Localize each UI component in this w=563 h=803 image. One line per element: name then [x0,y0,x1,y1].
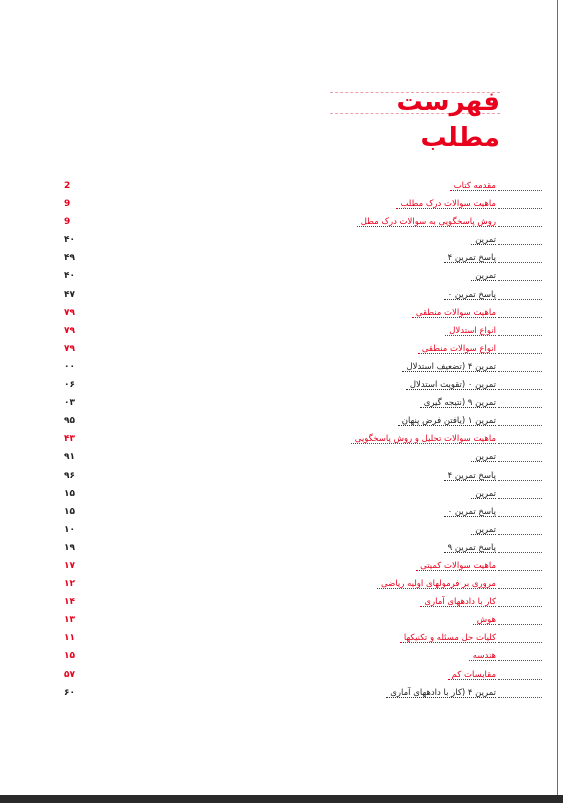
toc-page-number: ۱۳ [64,615,75,626]
toc-entry-label: کلیات حل مسئله و تکنیکها [403,633,496,644]
toc-page-number: ۱۹ [64,542,75,553]
toc-right-rule [498,226,542,227]
toc-right-rule [498,679,542,680]
page-title: فهرست مطلب [396,87,500,153]
toc-page-number: ۱۵ [64,488,75,499]
toc-entry-label: پاسخ تمرین ۹ [447,542,496,553]
toc-page-number: ۷۹ [64,307,75,318]
toc-entry-label: ماهیت سوالات تحلیل و روش پاسخگویی [354,434,496,445]
toc-entry[interactable] [64,377,542,395]
toc-entry[interactable] [64,594,542,612]
page-edge-rule [557,0,558,803]
toc-page-number: ۴۷ [64,289,75,300]
toc-right-rule [498,443,542,444]
toc-entry-label: تمرین ۹ (نتیجه گیری [423,398,496,409]
toc-entry[interactable] [64,323,542,341]
toc-entry-label: کار با دادههای آماری [424,597,496,608]
toc-entry-label: تمرین [475,488,496,499]
toc-page-number: ۷۹ [64,325,75,336]
toc-entry[interactable] [64,612,542,630]
toc-page-number: ۱۱ [64,633,75,644]
toc-right-rule [498,244,542,245]
toc-page-number: 9 [64,217,71,228]
toc-page-number: ۷۹ [64,343,75,354]
toc-entry-label: روش پاسخگویی به سوالات درک مطل [360,217,496,228]
toc-page-number: ۴۹ [64,253,75,264]
toc-entry[interactable] [64,268,542,286]
toc-entry[interactable] [64,178,542,196]
toc-entry-label: انواع سوالات منطقی [421,343,496,354]
toc-page-number: ۰۳ [64,398,75,409]
toc-entry[interactable] [64,558,542,576]
toc-right-rule [498,280,542,281]
toc-page-number: ۴۰ [64,235,75,246]
toc-page-number: ۱۰ [64,524,75,535]
toc-entry[interactable] [64,576,542,594]
toc-entry-label: تمرین [475,235,496,246]
toc-right-rule [498,480,542,481]
toc-page-number: ۱۲ [64,579,75,590]
toc-entry[interactable] [64,395,542,413]
toc-page-number: 9 [64,199,71,210]
toc-page-number: ۹۶ [64,470,75,481]
toc-entry[interactable] [64,667,542,685]
toc-entry-label: ماهیت سوالات کمیتی [420,560,496,571]
toc-right-rule [498,262,542,263]
toc-right-rule [498,552,542,553]
toc-entry[interactable] [64,486,542,504]
toc-entry-label: مروری بر فرمولهای اولیه ریاضی [381,579,496,590]
toc-right-rule [498,371,542,372]
toc-entry[interactable] [64,341,542,359]
toc-right-rule [498,588,542,589]
toc-page-number: ۴۰ [64,271,75,282]
toc-page-number: ۹۱ [64,452,75,463]
toc-entry[interactable] [64,305,542,323]
toc-entry-label: تمرین ۱ (یافتن فرض پنهان [401,416,496,427]
toc-entry-label: پاسخ تمرین ۰ [447,506,496,517]
bottom-band [0,795,563,803]
toc-page-number: ۱۷ [64,560,75,571]
toc-entry-label: هندسه [472,651,496,662]
toc-entry-label: تمرین [475,271,496,282]
toc-right-rule [498,190,542,191]
toc-right-rule [498,697,542,698]
toc-right-rule [498,317,542,318]
toc-entry[interactable] [64,431,542,449]
toc-entry[interactable] [64,504,542,522]
toc-entry-label: انواع استدلال [449,325,496,336]
toc-entry[interactable] [64,648,542,666]
toc-right-rule [498,208,542,209]
toc-entry[interactable] [64,522,542,540]
toc-page-number: ۴۳ [64,434,75,445]
toc-right-rule [498,534,542,535]
toc-entry-label: تمرین [475,452,496,463]
toc-entry-label: تمرین ۴ (کار با دادههای آماری [390,687,496,698]
toc-right-rule [498,389,542,390]
toc-entry[interactable] [64,250,542,268]
toc-page-number: ۰۰ [64,361,75,372]
toc-right-rule [498,335,542,336]
toc-entry[interactable] [64,214,542,232]
toc-entry[interactable] [64,232,542,250]
toc-entry-label: ماهیت سوالات درک مطلب [400,199,496,210]
toc-page-number: ۱۵ [64,651,75,662]
toc-right-rule [498,353,542,354]
toc-right-rule [498,642,542,643]
toc-right-rule [498,299,542,300]
toc-page-number: ۱۴ [64,597,75,608]
toc-entry[interactable] [64,359,542,377]
toc-entry[interactable] [64,468,542,486]
toc-entry-label: پاسخ تمرین ۴ [447,253,496,264]
toc-page-number: 2 [64,181,71,191]
toc-entry-label: مقایسات کم [451,669,496,680]
toc-right-rule [498,606,542,607]
toc-entry-label: پاسخ تمرین ۰ [447,289,496,300]
toc-right-rule [498,660,542,661]
toc-entry[interactable] [64,196,542,214]
toc-page-number: ۵۷ [64,669,75,680]
toc-entry-label: تمرین ۴ (تضعیف استدلال [406,361,496,372]
toc-entry-label: تمرین [475,524,496,535]
toc-entry[interactable] [64,287,542,305]
toc-right-rule [498,407,542,408]
toc-entry-label: تمرین ۰ (تقویت استدلال [409,380,496,391]
toc-page-number: ۱۵ [64,506,75,517]
toc-entry[interactable] [64,685,542,703]
toc-right-rule [498,498,542,499]
toc-right-rule [498,624,542,625]
toc-entry[interactable] [64,449,542,467]
toc-page-number: ۶۰ [64,687,75,698]
toc-right-rule [498,570,542,571]
toc-entry-label: ماهیت سوالات منطقی [415,307,496,318]
toc-right-rule [498,425,542,426]
toc-entry-label: پاسخ تمرین ۴ [447,470,496,481]
toc-right-rule [498,516,542,517]
toc-page-number: ۰۶ [64,380,75,391]
title-block [330,84,500,153]
toc-page-number: ۹۵ [64,416,75,427]
toc-entry-label: هوش [476,615,496,626]
toc-entry-label: مقدمه کتاب [453,181,496,191]
table-of-contents [64,178,542,703]
toc-entry[interactable] [64,413,542,431]
toc-entry[interactable] [64,540,542,558]
toc-right-rule [498,461,542,462]
toc-entry[interactable] [64,630,542,648]
